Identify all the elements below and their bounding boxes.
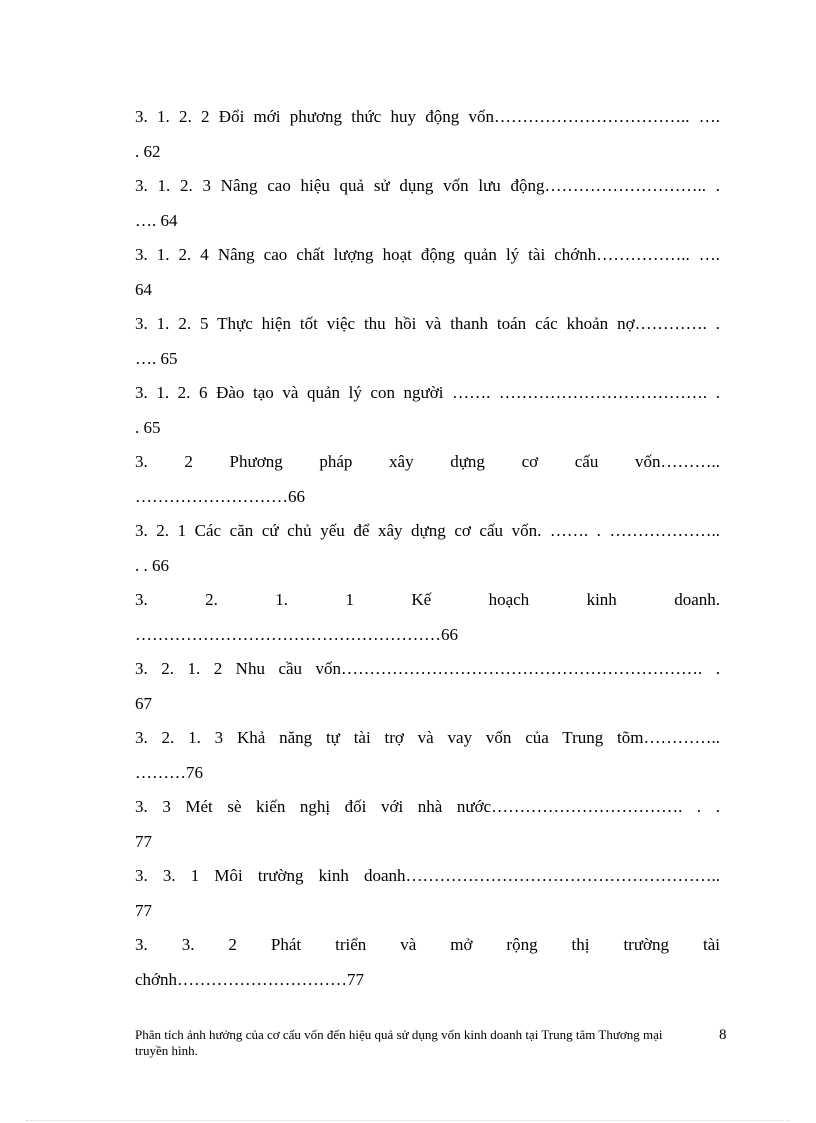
toc-entry-text: 3. 1. 2. 3 Nâng cao hiệu quả sử dụng vốn lưu động……………………….. . <box>135 176 720 195</box>
toc-entry-page: …. 64 <box>135 210 178 230</box>
toc-entry-page: . 62 <box>135 141 161 161</box>
toc-entry-3-2-1-3[interactable] <box>135 721 720 790</box>
table-of-contents <box>135 100 720 997</box>
toc-entry-page: 77 <box>135 900 152 920</box>
toc-entry-page: chớnh…………………………77 <box>135 969 365 989</box>
toc-entry-text: 3. 3. 1 Môi trường kinh doanh……………………………………………….. <box>135 866 720 885</box>
toc-entry-text: 3. 2. 1. 3 Khả năng tự tài trợ và vay vốn của Trung tõm………….. <box>135 728 720 747</box>
toc-entry-text: 3. 1. 2. 5 Thực hiện tốt việc thu hồi và thanh toán các khoản nợ…………. . <box>135 314 720 333</box>
toc-entry-text: 3. 1. 2. 6 Đào tạo và quản lý con người ……. ………………………………. . <box>135 383 720 402</box>
toc-entry-page: ………………………66 <box>135 486 305 506</box>
toc-entry-page: …. 65 <box>135 348 178 368</box>
toc-entry-text: 3. 1. 2. 2 Đổi mới phương thức huy động vốn…………………………….. …. <box>135 107 720 126</box>
toc-entry-3-2-1-2[interactable] <box>135 652 720 721</box>
toc-entry-3-1-2-4[interactable] <box>135 238 720 307</box>
toc-entry-3-1-2-2[interactable] <box>135 100 720 169</box>
toc-entry-page: . 65 <box>135 417 161 437</box>
toc-entry-text: 3. 1. 2. 4 Nâng cao chất lượng hoạt động quản lý tài chớnh…………….. …. <box>135 245 720 264</box>
toc-entry-page: ………………………………………………66 <box>135 624 458 644</box>
toc-entry-3-2-1-1[interactable] <box>135 583 720 652</box>
page-footer-text: Phân tích ảnh hưởng của cơ cấu vốn đến hiệu quả sử dụng vốn kinh doanh tại Trung tâm Thương mại truyền hình. <box>135 1027 663 1058</box>
page-number: 8 <box>719 1027 727 1043</box>
toc-entry-3-2[interactable] <box>135 445 720 514</box>
toc-entry-3-1-2-6[interactable] <box>135 376 720 445</box>
toc-entry-page: ………76 <box>135 762 203 782</box>
toc-entry-page: 67 <box>135 693 152 713</box>
toc-entry-text: 3. 2 Phương pháp xây dựng cơ cấu vốn……….. <box>135 452 720 471</box>
toc-entry-text: 3. 3 Mét sè kiến nghị đối với nhà nước……………………………. . . <box>135 797 720 816</box>
toc-entry-3-2-1[interactable] <box>135 514 720 583</box>
toc-entry-page: 64 <box>135 279 152 299</box>
toc-entry-3-3[interactable] <box>135 790 720 859</box>
toc-entry-3-3-1[interactable] <box>135 859 720 928</box>
toc-entry-text: 3. 2. 1. 2 Nhu cầu vốn………………………………………………………. . <box>135 659 720 678</box>
toc-entry-3-3-2[interactable] <box>135 928 720 997</box>
toc-entry-page: . . 66 <box>135 555 169 575</box>
toc-entry-page: 77 <box>135 831 152 851</box>
toc-entry-text: 3. 3. 2 Phát triển và mở rộng thị trường tài <box>135 935 720 954</box>
toc-entry-text: 3. 2. 1. 1 Kế hoạch kinh doanh. <box>135 590 720 609</box>
toc-entry-text: 3. 2. 1 Các căn cứ chủ yếu để xây dựng cơ cấu vốn. ……. . ……………….. <box>135 521 720 540</box>
toc-entry-3-1-2-5[interactable] <box>135 307 720 376</box>
toc-entry-3-1-2-3[interactable] <box>135 169 720 238</box>
page-bottom-divider <box>26 1120 790 1121</box>
